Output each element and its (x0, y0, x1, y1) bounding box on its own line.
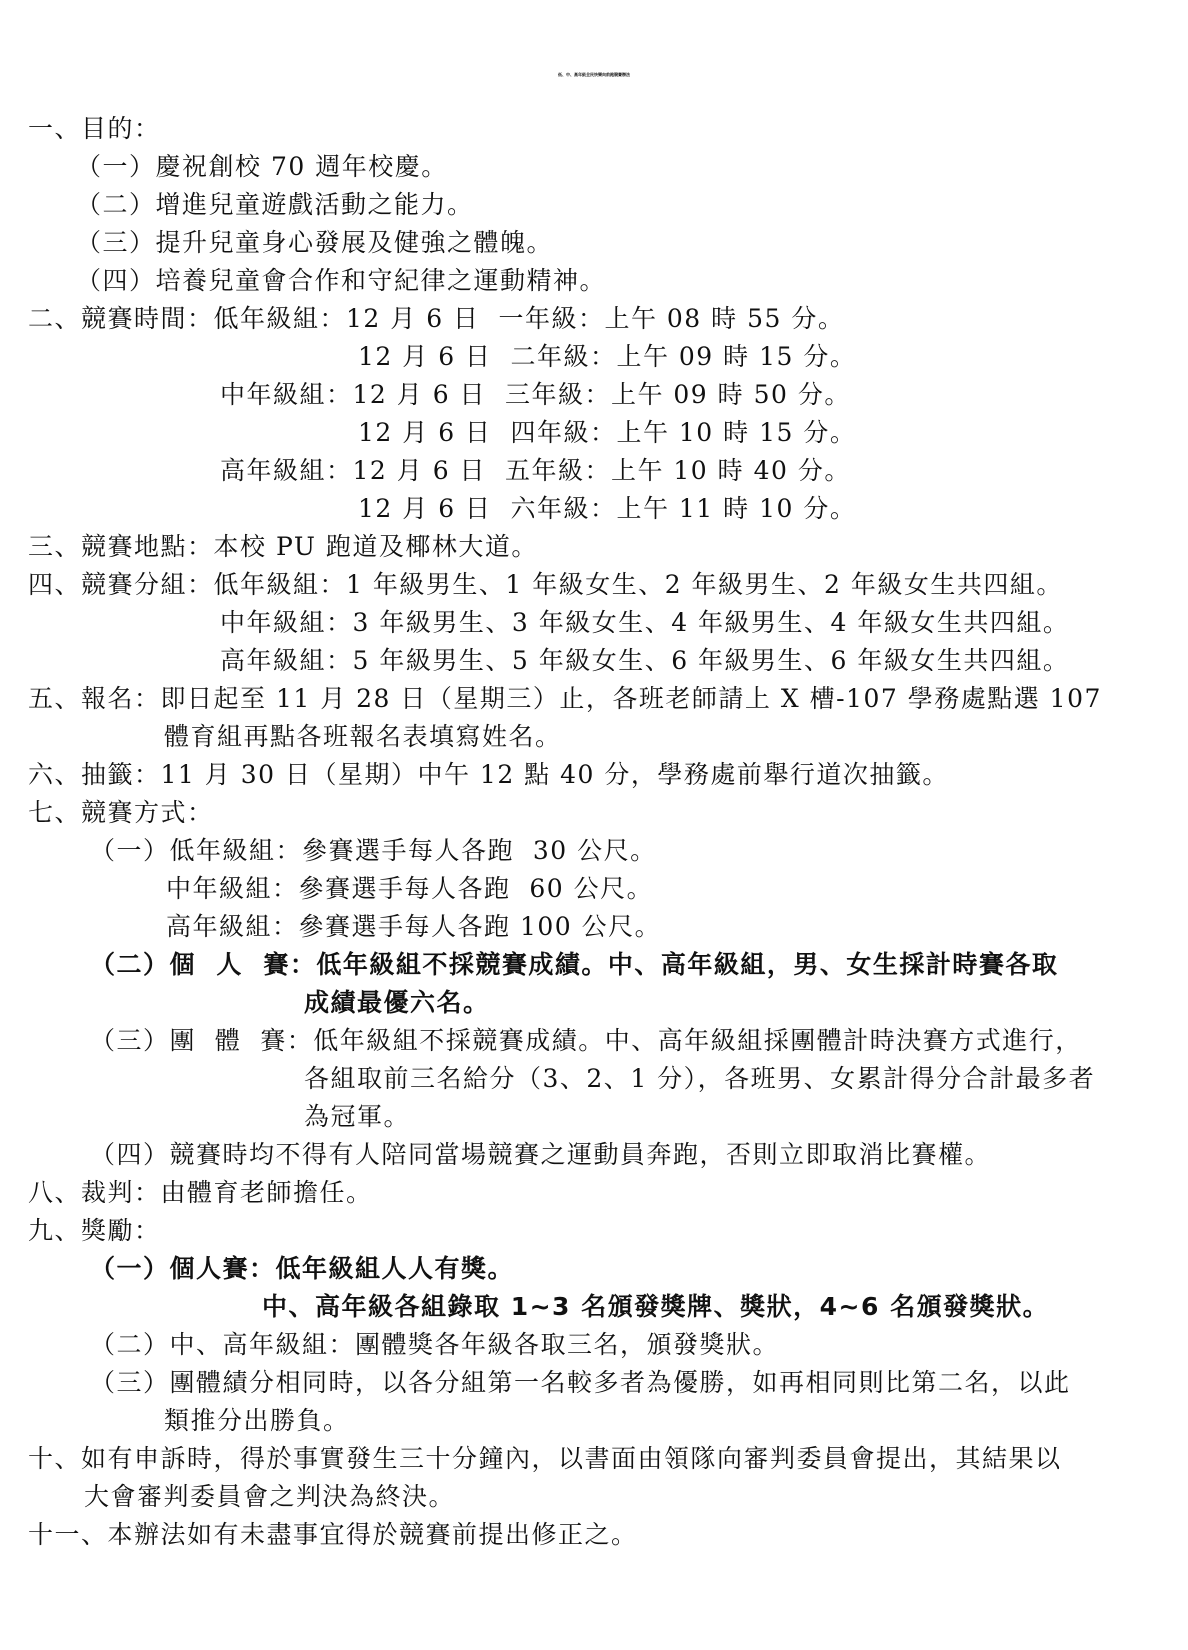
section-4-line-1: 四、競賽分組：低年級組：1 年級男生、1 年級女生、2 年級男生、2 年級女生共四組。 (28, 570, 1063, 599)
section-7-line-2: 中年級組：參賽選手每人各跑 60 公尺。 (166, 874, 654, 903)
section-2-line-3: 中年級組：12 月 6 日 三年級：上午 09 時 50 分。 (220, 380, 851, 409)
section-5-line-2: 體育組再點各班報名表填寫姓名。 (164, 722, 562, 751)
section-4-line-3: 高年級組：5 年級男生、5 年級女生、6 年級男生、6 年級女生共四組。 (220, 646, 1070, 675)
section-7-line-9: （四）競賽時均不得有人陪同當場競賽之運動員奔跑，否則立即取消比賽權。 (90, 1140, 992, 1169)
section-7-line-1: （一）低年級組：參賽選手每人各跑 30 公尺。 (90, 836, 657, 865)
section-2-line-2: 12 月 6 日 二年級：上午 09 時 15 分。 (358, 342, 857, 371)
section-7-line-7: 各組取前三名給分（3、2、1 分），各班男、女累計得分合計最多者 (304, 1064, 1096, 1093)
section-1-heading: 一、目的： (28, 114, 161, 143)
section-7-line-8: 為冠軍。 (304, 1102, 411, 1131)
section-8-line: 八、裁判：由體育老師擔任。 (28, 1178, 373, 1207)
section-1-item-1: （一）慶祝創校 70 週年校慶。 (76, 152, 448, 181)
section-2-line-1: 二、競賽時間：低年級組：12 月 6 日 一年級：上午 08 時 55 分。 (28, 304, 845, 333)
section-4-line-2: 中年級組：3 年級男生、3 年級女生、4 年級男生、4 年級女生共四組。 (220, 608, 1070, 637)
section-10-line-2: 大會審判委員會之判決為終決。 (84, 1482, 456, 1511)
section-11-line: 十一、本辦法如有未盡事宜得於競賽前提出修正之。 (28, 1520, 638, 1549)
section-9-line-1: （一）個人賽：低年級組人人有獎。 (90, 1254, 515, 1283)
section-5-line-1: 五、報名：即日起至 11 月 28 日（星期三）止，各班老師請上 X 槽-107 學務處點選 107 (28, 684, 1102, 713)
section-1-item-3: （三）提升兒童身心發展及健強之體魄。 (76, 228, 554, 257)
section-2-line-4: 12 月 6 日 四年級：上午 10 時 15 分。 (358, 418, 857, 447)
section-9-heading: 九、獎勵： (28, 1216, 161, 1245)
section-9-line-2: 中、高年級各組錄取 1~3 名頒發獎牌、獎狀，4~6 名頒發獎狀。 (262, 1292, 1050, 1321)
section-9-line-5: 類推分出勝負。 (164, 1406, 350, 1435)
section-2-line-6: 12 月 6 日 六年級：上午 11 時 10 分。 (358, 494, 857, 523)
section-9-line-3: （二）中、高年級組：團體獎各年級各取三名，頒發獎狀。 (90, 1330, 780, 1359)
section-7-line-4: （二）個 人 賽：低年級組不採競賽成績。中、高年級組，男、女生採計時賽各取 (90, 950, 1059, 979)
section-7-line-6: （三）團 體 賽：低年級組不採競賽成績。中、高年級組採團體計時決賽方式進行， (90, 1026, 1082, 1055)
section-7-line-5: 成績最優六名。 (304, 988, 490, 1017)
section-3-line: 三、競賽地點：本校 PU 跑道及椰林大道。 (28, 532, 538, 561)
section-2-line-5: 高年級組：12 月 6 日 五年級：上午 10 時 40 分。 (220, 456, 851, 485)
section-6-line: 六、抽籤：11 月 30 日（星期）中午 12 點 40 分，學務處前舉行道次抽籤。 (28, 760, 949, 789)
section-1-item-2: （二）增進兒童遊戲活動之能力。 (76, 190, 474, 219)
doc-title-line-2: 低、中、高年級全民快樂向前跑競賽辦法 (558, 72, 630, 77)
section-9-line-4: （三）團體績分相同時，以各分組第一名較多者為優勝，如再相同則比第二名，以此 (90, 1368, 1071, 1397)
section-10-line-1: 十、如有申訴時，得於事實發生三十分鐘內，以書面由領隊向審判委員會提出，其結果以 (28, 1444, 1062, 1473)
section-1-item-4: （四）培養兒童會合作和守紀律之運動精神。 (76, 266, 607, 295)
section-7-line-3: 高年級組：參賽選手每人各跑 100 公尺。 (166, 912, 662, 941)
section-7-heading: 七、競賽方式： (28, 798, 214, 827)
